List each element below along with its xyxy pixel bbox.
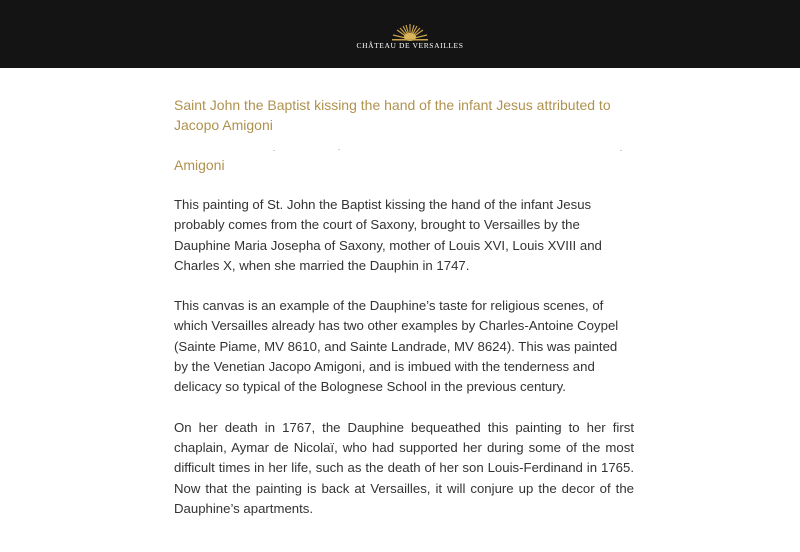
artwork-description: [174, 95, 634, 519]
artwork-title: Saint John the Baptist kissing the hand of the infant Jesus attributed to Jacopo Amigoni: [174, 97, 611, 133]
artwork-artist: Amigoni: [174, 157, 225, 173]
divider-mark: [273, 150, 275, 151]
chateau-de-versailles-logo[interactable]: [353, 22, 467, 52]
divider-mark: [338, 149, 340, 150]
logo-text: CHÂTEAU DE VERSAILLES: [356, 41, 464, 50]
description-paragraph-2: This canvas is an example of the Dauphine’s taste for religious scenes, of which Versailles already has two other examples by Charles-Antoine Coypel (Sainte Piame, MV 8610, and Sainte Landrade, MV 8624). This was painted by the Venetian Jacopo Amigoni, and is imbued with the tenderness and delicacy so typical of the Bolognese School in the previous century.: [174, 298, 619, 395]
sun-emblem-icon: [390, 22, 430, 41]
description-paragraph-3: On her death in 1767, the Dauphine bequeathed this painting to her first chaplain, Aymar de Nicolaï, who had supported her during some of the most difficult times in her life, such as the death of her son Louis-Ferdinand in 1765. Now that the painting is back at Versailles, it will conjure up the decor of the Dauphine’s apartments.: [174, 419, 634, 516]
description-paragraph-1: This painting of St. John the Baptist kissing the hand of the infant Jesus probably comes from the court of Saxony, brought to Versailles by the Dauphine Maria Josepha of Saxony, mother of Louis XVI, Louis XVIII and Charles X, when she married the Dauphin in 1747.: [174, 197, 602, 273]
divider-mark: [620, 150, 622, 151]
site-header: [0, 0, 800, 68]
